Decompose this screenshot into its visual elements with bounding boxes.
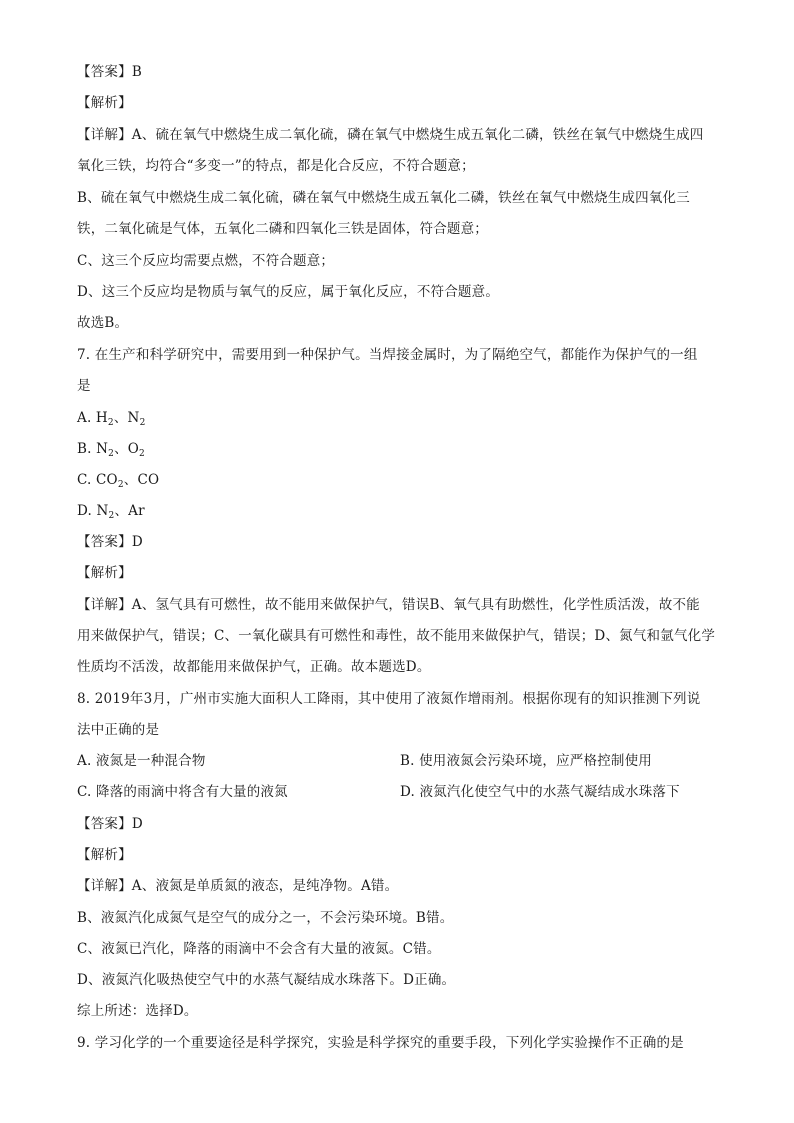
q9-stem-line-1: 9. 学习化学的一个重要途径是科学探究，实验是科学探究的重要手段，下列化学实验操作不正确的是 xyxy=(77,1035,684,1051)
q8-detail-line-1: 【详解】A、液氮是单质氮的液态，是纯净物。A错。 xyxy=(77,878,399,894)
q8-b-line: B、液氮汽化成氮气是空气的成分之一，不会污染环境。B错。 xyxy=(77,910,454,926)
q8-stem-line-2: 法中正确的是 xyxy=(77,722,160,738)
q6-detail-line-2: 氧化三铁，均符合“多变一”的特点，都是化合反应，不符合题意； xyxy=(77,158,475,174)
answer-tag: 【答案】 xyxy=(77,816,132,832)
q6-analysis-tag: 【解析】 xyxy=(77,95,132,111)
q7-option-c xyxy=(77,471,727,489)
q6-detail-line-1: 【详解】A、硫在氧气中燃烧生成二氧化硫，磷在氧气中燃烧生成五氧化二磷，铁丝在氧气中燃烧生成四 xyxy=(77,127,704,143)
q8-option-b: B. 使用液氮会污染环境，应严格控制使用 xyxy=(400,753,653,769)
q6-answer xyxy=(77,63,727,81)
q8-c-line: C、液氮已汽化，降落的雨滴中不会含有大量的液氮。C错。 xyxy=(77,941,441,957)
option-text: C. CO xyxy=(77,472,118,488)
q6-b-line-2: 铁，二氧化硫是气体，五氧化二磷和四氧化三铁是固体，符合题意； xyxy=(77,221,488,237)
q7-answer xyxy=(77,533,727,551)
q8-conclusion: 综上所述：选择D。 xyxy=(77,1003,198,1019)
answer-tag: 【答案】 xyxy=(77,534,132,550)
option-text: B. N xyxy=(77,441,109,457)
q8-option-a: A. 液氮是一种混合物 xyxy=(77,753,206,769)
q7-stem-line-2: 是 xyxy=(77,378,91,394)
q8-options-row-1 xyxy=(77,752,727,770)
answer-value: D xyxy=(131,816,143,832)
q6-b-line-1: B、硫在氧气中燃烧生成二氧化硫，磷在氧气中燃烧生成五氧化二磷，铁丝在氧气中燃烧生成四氧化三 xyxy=(77,190,690,206)
q7-detail-line-1: 【详解】A、氢气具有可燃性，故不能用来做保护气，错误B、氧气具有助燃性，化学性质活泼，故不能 xyxy=(77,597,700,613)
q7-option-a xyxy=(77,409,727,427)
q7-option-b xyxy=(77,440,727,458)
subscript: 2 xyxy=(107,418,114,428)
q8-option-c: C. 降落的雨滴中将含有大量的液氮 xyxy=(77,784,288,800)
q8-option-d: D. 液氮汽化使空气中的水蒸气凝结成水珠落下 xyxy=(400,784,680,800)
subscript: 2 xyxy=(117,480,124,490)
q8-stem-line-1: 8. 2019年3月，广州市实施大面积人工降雨，其中使用了液氮作增雨剂。根据你现有的知识推测下列说 xyxy=(77,691,701,707)
q6-conclusion: 故选B。 xyxy=(77,315,129,331)
q7-stem-line-1: 7. 在生产和科学研究中，需要用到一种保护气。当焊接金属时，为了隔绝空气，都能作为保护气的一组 xyxy=(77,347,698,363)
q7-option-d xyxy=(77,502,727,520)
q7-detail-line-3: 性质均不活泼，故都能用来做保护气，正确。故本题选D。 xyxy=(77,659,431,675)
subscript: 2 xyxy=(108,449,115,459)
option-text: A. H xyxy=(77,410,108,426)
q6-d-line: D、这三个反应均是物质与氧气的反应，属于氧化反应，不符合题意。 xyxy=(77,284,500,300)
q7-analysis-tag: 【解析】 xyxy=(77,565,132,581)
q8-options-row-2 xyxy=(77,783,727,801)
q8-analysis-tag: 【解析】 xyxy=(77,847,132,863)
option-text: 、O xyxy=(114,441,140,457)
option-text: 、Ar xyxy=(114,503,145,519)
answer-value: B xyxy=(131,64,142,80)
answer-value: D xyxy=(131,534,143,550)
option-text: D. N xyxy=(77,503,109,519)
q8-answer xyxy=(77,815,727,833)
subscript: 2 xyxy=(108,511,115,521)
q8-d-line: D、液氮汽化吸热使空气中的水蒸气凝结成水珠落下。D正确。 xyxy=(77,972,456,988)
q7-detail-line-2: 用来做保护气，错误；C、一氧化碳具有可燃性和毒性，故不能用来做保护气，错误；D、氮气和氩气化学 xyxy=(77,628,716,644)
subscript: 2 xyxy=(139,418,146,428)
subscript: 2 xyxy=(139,449,145,459)
option-text: 、N xyxy=(113,410,140,426)
answer-tag: 【答案】 xyxy=(77,64,132,80)
q6-c-line: C、这三个反应均需要点燃，不符合题意； xyxy=(77,253,335,269)
option-text: 、CO xyxy=(123,472,160,488)
